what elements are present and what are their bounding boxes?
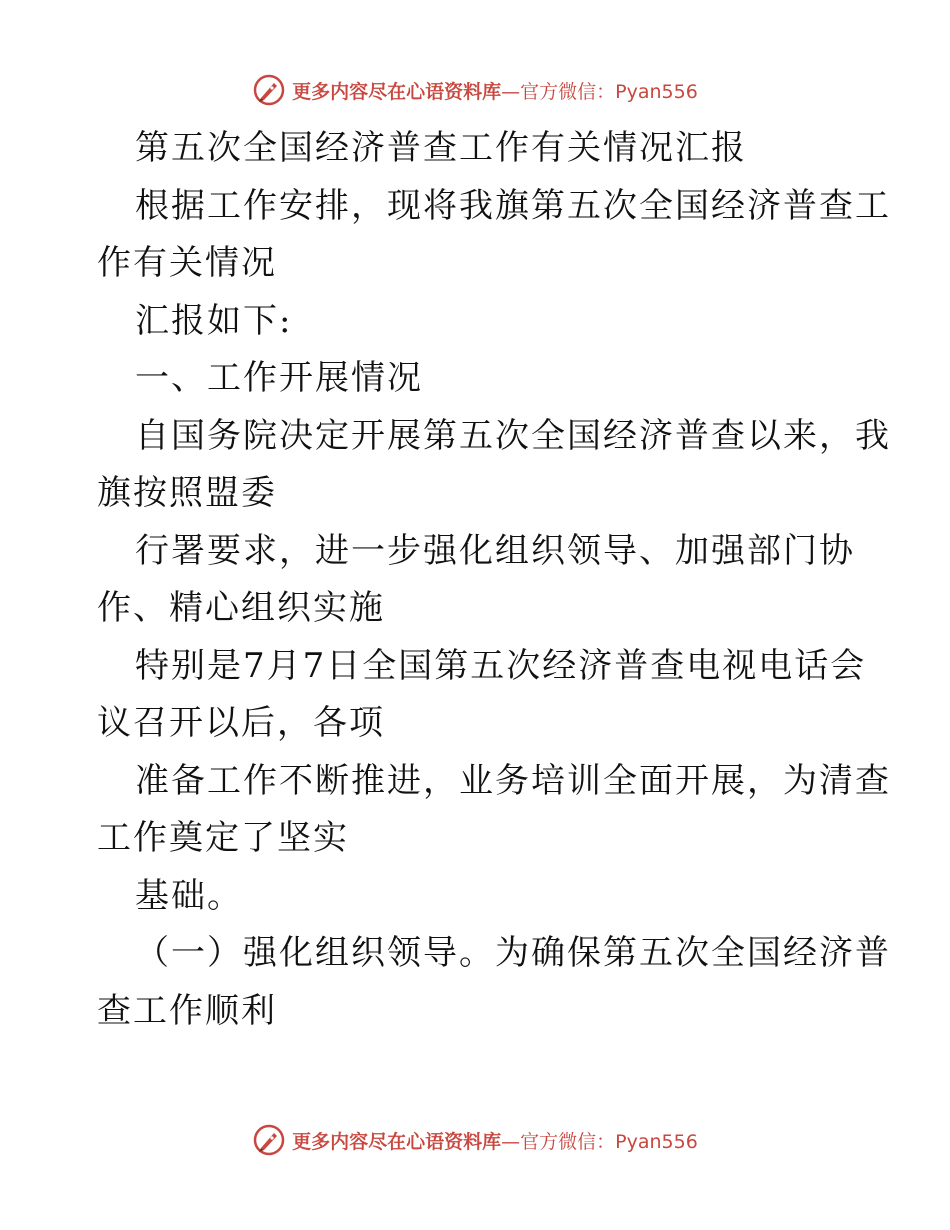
document-body bbox=[97, 120, 891, 1040]
watermark-site: 更多内容尽在心语资料库 bbox=[292, 80, 502, 103]
text-line: 工作奠定了坚实 bbox=[97, 818, 349, 858]
watermark-text bbox=[292, 77, 698, 104]
pen-circle-logo-icon bbox=[252, 73, 286, 107]
watermark-contact: 官方微信：Pyan556 bbox=[520, 80, 698, 103]
watermark-contact: 官方微信：Pyan556 bbox=[520, 1130, 698, 1153]
text-line: 根据工作安排，现将我旗第五次全国经济普查工 bbox=[135, 185, 891, 226]
text-line: （一）强化组织领导。为确保第五次全国经济普 bbox=[135, 933, 891, 973]
text-line: 自国务院决定开展第五次全国经济普查以来，我 bbox=[135, 415, 891, 456]
text-line: 作有关情况 bbox=[97, 243, 277, 283]
text-line: 汇报如下: bbox=[135, 300, 293, 341]
text-line: 旗按照盟委 bbox=[97, 473, 277, 513]
text-line: 第五次全国经济普查工作有关情况汇报 bbox=[135, 128, 747, 168]
text-line: 一、工作开展情况 bbox=[135, 358, 423, 398]
text-line: 准备工作不断推进，业务培训全面开展，为清查 bbox=[135, 760, 891, 801]
text-line: 作、精心组织实施 bbox=[97, 588, 385, 628]
footer-watermark bbox=[0, 1120, 950, 1160]
watermark-separator: — bbox=[501, 80, 521, 103]
watermark-site: 更多内容尽在心语资料库 bbox=[292, 1130, 502, 1153]
text-line: 议召开以后，各项 bbox=[97, 703, 385, 743]
watermark-separator: — bbox=[501, 1130, 521, 1153]
text-line: 行署要求，进一步强化组织领导、加强部门协 bbox=[135, 530, 855, 571]
header-watermark bbox=[0, 70, 950, 110]
watermark-text bbox=[292, 1127, 698, 1154]
pen-circle-logo-icon bbox=[252, 1123, 286, 1157]
text-line: 基础。 bbox=[135, 875, 243, 916]
text-line: 查工作顺利 bbox=[97, 990, 277, 1031]
text-line: 特别是7月7日全国第五次经济普查电视电话会 bbox=[135, 645, 867, 686]
